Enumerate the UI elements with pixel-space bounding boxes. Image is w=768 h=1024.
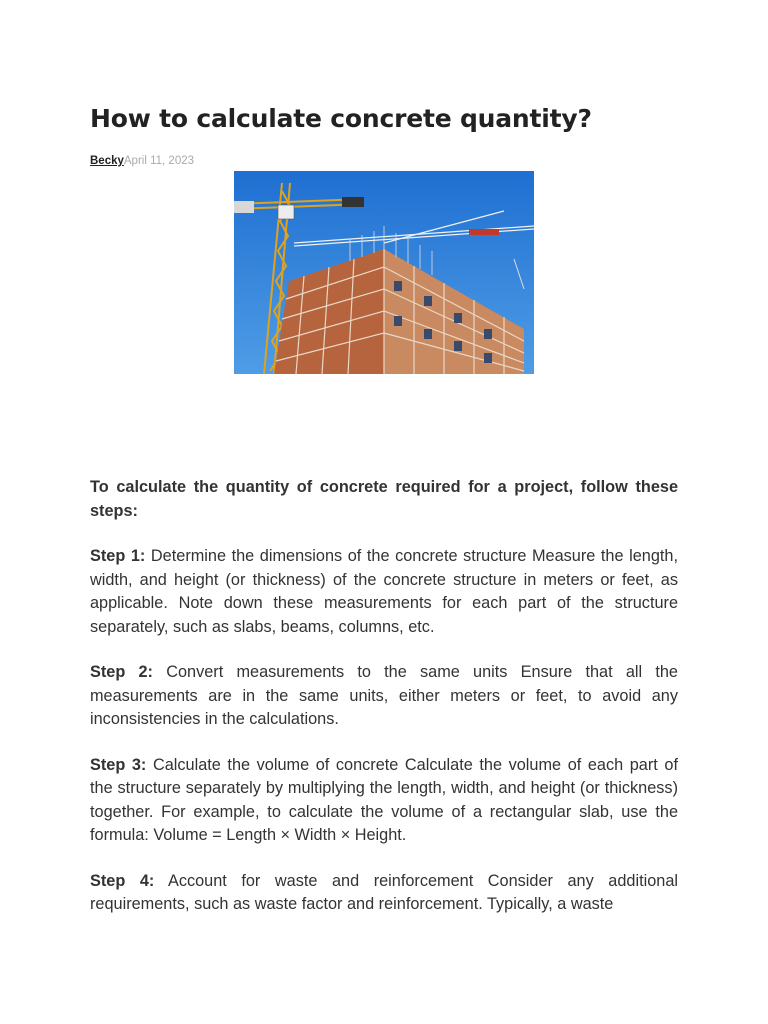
- article-meta: [90, 155, 194, 167]
- step-3: [90, 754, 678, 848]
- step-label: Step 1:: [90, 547, 146, 565]
- step-text: Calculate the volume of concrete Calculate the volume of each part of the structure separately by multiplying the length, width, and height (or thickness) together. For example, to calculate the volume of a rectangular slab, use the formula: Volume = Length × Width × Height.: [90, 755, 678, 844]
- publish-date: April 11, 2023: [123, 155, 195, 167]
- step-text: Convert measurements to the same units Ensure that all the measurements are in the same units, either meters or feet, to avoid any inconsistencies in the calculations.: [90, 663, 678, 728]
- article-body: [90, 476, 678, 939]
- intro-text: To calculate the quantity of concrete required for a project, follow these steps:: [90, 478, 678, 520]
- step-4: [90, 870, 678, 917]
- construction-site-image: [234, 171, 534, 374]
- author-link[interactable]: Becky: [90, 155, 124, 167]
- step-label: Step 4:: [90, 871, 155, 890]
- step-1: [90, 545, 678, 639]
- step-label: Step 3:: [90, 755, 147, 774]
- article-title: How to calculate concrete quantity?: [90, 104, 592, 133]
- step-label: Step 2:: [90, 663, 153, 681]
- step-2: [90, 661, 678, 732]
- step-text: Account for waste and reinforcement Consider any additional requirements, such as waste factor and reinforcement. Typically, a waste: [90, 871, 678, 913]
- step-text: Determine the dimensions of the concrete structure Measure the length, width, and height (or thickness) of the concrete structure in meters or feet, as applicable. Note down these measurements for each part of the structure separately, such as slabs, beams, columns, etc.: [90, 547, 678, 636]
